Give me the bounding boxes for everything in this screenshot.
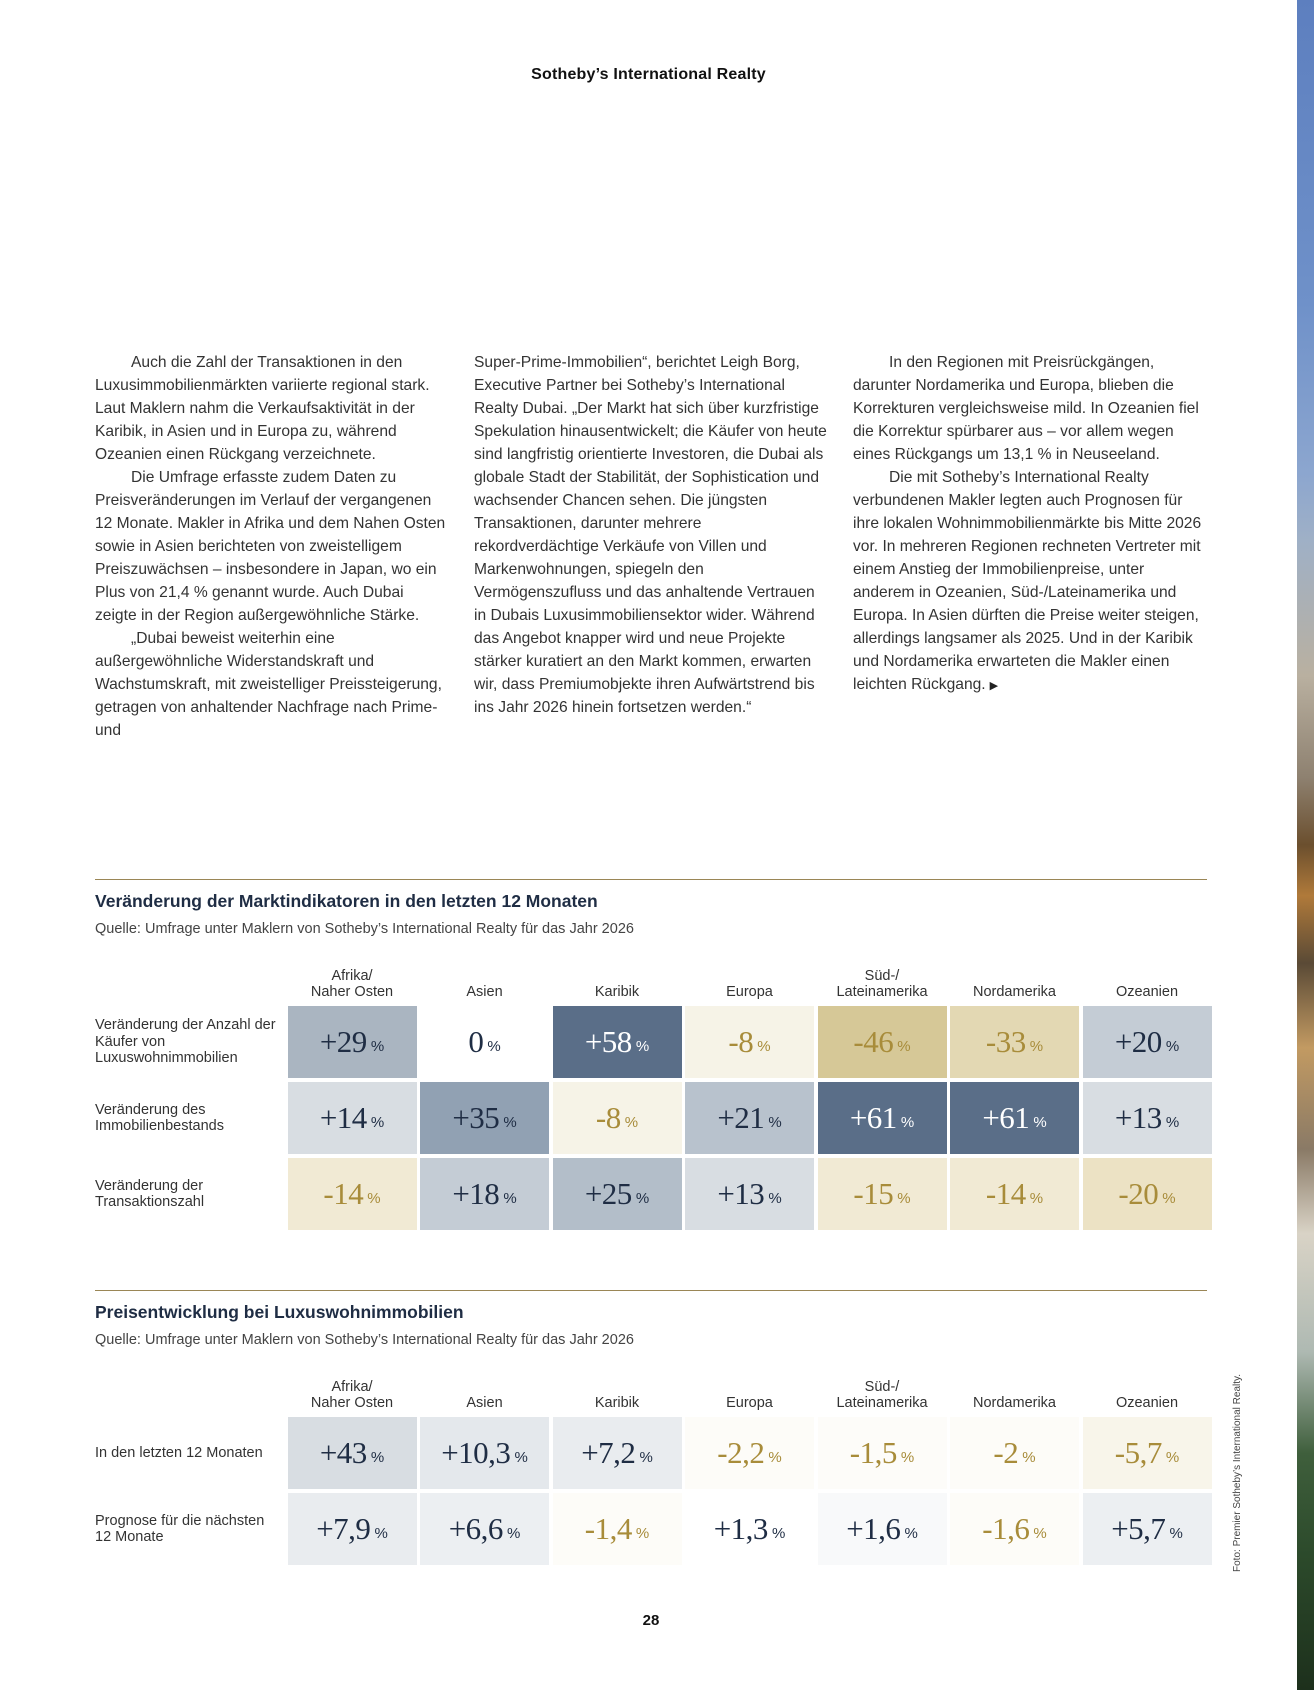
value-cell bbox=[420, 1158, 549, 1230]
value-cell bbox=[950, 1082, 1079, 1154]
percent-sign: % bbox=[1165, 1037, 1180, 1055]
row-label: In den letzten 12 Monaten bbox=[95, 1444, 263, 1461]
value-number: +5,7 bbox=[1111, 1511, 1166, 1546]
row-label: Veränderung der Anzahl der Käufer von Luxuswohnimmobilien bbox=[95, 1017, 276, 1067]
value-cell bbox=[685, 1417, 814, 1489]
value-number: 0 bbox=[468, 1024, 484, 1059]
section-title: Preisentwicklung bei Luxuswohnimmobilien bbox=[95, 1302, 464, 1322]
percent-sign: % bbox=[768, 1113, 782, 1131]
percent-sign: % bbox=[487, 1037, 501, 1055]
paragraph bbox=[853, 466, 1207, 698]
article-columns bbox=[95, 351, 1207, 742]
value-number: +13 bbox=[717, 1176, 765, 1211]
percent-sign: % bbox=[635, 1189, 650, 1207]
value-number: +43 bbox=[319, 1435, 367, 1470]
value-cell bbox=[288, 1082, 417, 1154]
value-cell bbox=[685, 1493, 814, 1565]
percent-sign: % bbox=[768, 1448, 782, 1466]
value-number: +1,3 bbox=[713, 1511, 768, 1546]
value-cell bbox=[553, 1006, 682, 1078]
column-header: Karibik bbox=[594, 984, 640, 1000]
percent-sign: % bbox=[1033, 1524, 1047, 1542]
percent-sign: % bbox=[897, 1037, 911, 1055]
price-development-section bbox=[95, 1290, 1207, 1546]
value-number: -14 bbox=[323, 1176, 364, 1211]
column-header: Asien bbox=[466, 984, 503, 1000]
percent-sign: % bbox=[370, 1448, 385, 1466]
value-number: +35 bbox=[452, 1100, 500, 1135]
percent-sign: % bbox=[514, 1448, 528, 1466]
value-cell bbox=[818, 1082, 947, 1154]
percent-sign: % bbox=[367, 1189, 381, 1207]
column-header: Ozeanien bbox=[1115, 984, 1179, 1000]
value-number: +21 bbox=[717, 1100, 765, 1135]
value-number: +20 bbox=[1114, 1024, 1162, 1059]
percent-sign: % bbox=[1033, 1113, 1047, 1131]
row-label: Prognose für die nächsten 12 Monate bbox=[95, 1512, 265, 1545]
table-corner bbox=[95, 1375, 284, 1413]
value-number: +29 bbox=[319, 1024, 367, 1059]
percent-sign: % bbox=[370, 1037, 385, 1055]
value-number: -2 bbox=[993, 1435, 1019, 1470]
value-cell bbox=[420, 1082, 549, 1154]
column-header: Afrika/ Naher Osten bbox=[310, 968, 394, 1000]
value-cell bbox=[288, 1493, 417, 1565]
value-cell bbox=[685, 1006, 814, 1078]
value-cell bbox=[553, 1493, 682, 1565]
value-number: +7,9 bbox=[316, 1511, 371, 1546]
value-cell bbox=[420, 1006, 549, 1078]
value-number: +14 bbox=[319, 1100, 367, 1135]
article-column-1 bbox=[95, 351, 449, 742]
value-cell bbox=[1083, 1493, 1212, 1565]
article-column-3 bbox=[853, 351, 1207, 742]
percent-sign: % bbox=[1165, 1448, 1180, 1466]
value-number: +1,6 bbox=[846, 1511, 901, 1546]
paragraph: In den Regionen mit Preisrückgängen, darunter Nordamerika und Europa, blieben die Korrekturen vergleichsweise mild. In Ozeanien fiel die Korrektur spürbarer aus – vor allem wegen eines Rückgangs um 13,1 % in Neuseeland. bbox=[853, 354, 1199, 463]
value-cell bbox=[950, 1006, 1079, 1078]
percent-sign: % bbox=[503, 1189, 517, 1207]
percent-sign: % bbox=[768, 1189, 782, 1207]
value-number: -15 bbox=[853, 1176, 894, 1211]
value-cell bbox=[1083, 1006, 1212, 1078]
value-number: -14 bbox=[985, 1176, 1026, 1211]
percent-sign: % bbox=[900, 1113, 915, 1131]
value-cell bbox=[818, 1158, 947, 1230]
value-cell bbox=[288, 1417, 417, 1489]
side-photo-strip bbox=[1297, 0, 1314, 1690]
percent-sign: % bbox=[370, 1113, 385, 1131]
value-cell bbox=[1083, 1082, 1212, 1154]
price-development-table bbox=[95, 1375, 1212, 1565]
value-cell bbox=[288, 1006, 417, 1078]
percent-sign: % bbox=[897, 1189, 911, 1207]
column-header: Süd-/ Lateinamerika bbox=[836, 1379, 928, 1411]
column-header: Nordamerika bbox=[973, 984, 1056, 1000]
value-number: -46 bbox=[853, 1024, 894, 1059]
value-number: +18 bbox=[452, 1176, 500, 1211]
table-corner bbox=[95, 964, 284, 1002]
value-number: -8 bbox=[728, 1024, 754, 1059]
value-cell bbox=[685, 1158, 814, 1230]
market-indicators-section bbox=[95, 879, 1207, 1211]
column-header: Karibik bbox=[594, 1395, 640, 1411]
section-divider bbox=[95, 879, 1207, 880]
value-cell bbox=[553, 1158, 682, 1230]
value-number: -1,6 bbox=[982, 1511, 1030, 1546]
value-number: +58 bbox=[584, 1024, 632, 1059]
market-indicators-table bbox=[95, 964, 1212, 1230]
percent-sign: % bbox=[503, 1113, 517, 1131]
percent-sign: % bbox=[1029, 1037, 1044, 1055]
value-cell bbox=[950, 1417, 1079, 1489]
value-number: -20 bbox=[1118, 1176, 1159, 1211]
value-number: -2,2 bbox=[717, 1435, 765, 1470]
value-cell bbox=[818, 1417, 947, 1489]
column-header: Asien bbox=[466, 1395, 503, 1411]
value-cell bbox=[420, 1417, 549, 1489]
value-number: +61 bbox=[982, 1100, 1030, 1135]
section-source: Quelle: Umfrage unter Maklern von Sotheby’s International Realty für das Jahr 2026 bbox=[95, 1332, 634, 1348]
percent-sign: % bbox=[506, 1524, 521, 1542]
value-number: -8 bbox=[595, 1100, 621, 1135]
section-divider bbox=[95, 1290, 1207, 1291]
value-number: +13 bbox=[1114, 1100, 1162, 1135]
value-cell bbox=[818, 1006, 947, 1078]
value-cell bbox=[685, 1082, 814, 1154]
percent-sign: % bbox=[624, 1113, 639, 1131]
section-source: Quelle: Umfrage unter Maklern von Sotheby’s International Realty für das Jahr 2026 bbox=[95, 921, 634, 937]
row-label: Veränderung der Transaktionszahl bbox=[95, 1177, 205, 1210]
value-number: +10,3 bbox=[441, 1435, 511, 1470]
paragraph: Die Umfrage erfasste zudem Daten zu Preisveränderungen im Verlauf der vergangenen 12 Monate. Makler in Afrika und dem Nahen Osten sowie in Asien berichteten von zweistelligem Preiszuwächsen – insbesondere in Japan, wo ein Plus von 21,4 % genannt wurde. Auch Dubai zeigte in der Region außergewöhnliche Stärke. bbox=[95, 469, 446, 624]
column-header: Nordamerika bbox=[973, 1395, 1056, 1411]
value-number: +61 bbox=[849, 1100, 897, 1135]
paragraph-text: Die mit Sotheby’s International Realty verbundenen Makler legten auch Prognosen für ihre lokalen Wohnimmobilienmärkte bis Mitte 2026 vor. In mehreren Regionen rechneten Vertreter mit einem Anstieg der Immobilienpreise, unter anderem in Ozeanien, Süd-/Lateinamerika und Europa. In Asien dürften die Preise weiter steigen, allerdings langsamer als 2025. Und in der Karibik und Nordamerika erwarteten die Makler einen leichten Rückgang. bbox=[853, 469, 1202, 693]
value-cell bbox=[553, 1082, 682, 1154]
photo-credit: Foto: Premier Sotheby’s International Realty. bbox=[1232, 1373, 1243, 1572]
percent-sign: % bbox=[757, 1037, 771, 1055]
percent-sign: % bbox=[900, 1448, 915, 1466]
article-column-2 bbox=[474, 351, 828, 742]
percent-sign: % bbox=[1022, 1448, 1036, 1466]
column-header: Europa bbox=[726, 984, 773, 1000]
percent-sign: % bbox=[1029, 1189, 1044, 1207]
continue-arrow-icon: ▶ bbox=[989, 680, 999, 692]
value-cell bbox=[288, 1158, 417, 1230]
value-number: -5,7 bbox=[1114, 1435, 1162, 1470]
percent-sign: % bbox=[771, 1524, 786, 1542]
paragraph: Super-Prime-Immobilien“, berichtet Leigh Borg, Executive Partner bei Sotheby’s International Realty Dubai. „Der Markt hat sich über kurzfristige Spekulation hinausentwickelt; die Käufer von heute sind langfristig orientierte Investoren, die Dubai als globale Stadt der Stabilität, der Sophistication und wachsender Chancen sehen. Die jüngsten Transaktionen, darunter mehrere rekordverdächtige Verkäufe von Villen und Markenwohnungen, spiegeln den Vermögenszufluss und das anhaltende Vertrauen in Dubais Luxusimmobiliensektor wider. Während das Angebot knapper wird und neue Projekte stärker kuratiert an den Markt kommen, erwarten wir, dass Premiumobjekte ihren Aufwärtstrend bis ins Jahr 2026 hinein fortsetzen werden.“ bbox=[474, 354, 827, 716]
column-header: Ozeanien bbox=[1115, 1395, 1179, 1411]
value-cell bbox=[1083, 1417, 1212, 1489]
value-cell bbox=[950, 1158, 1079, 1230]
percent-sign: % bbox=[639, 1448, 653, 1466]
percent-sign: % bbox=[635, 1037, 650, 1055]
percent-sign: % bbox=[1169, 1524, 1183, 1542]
percent-sign: % bbox=[904, 1524, 918, 1542]
value-cell bbox=[818, 1493, 947, 1565]
column-header: Europa bbox=[726, 1395, 773, 1411]
section-title: Veränderung der Marktindikatoren in den letzten 12 Monaten bbox=[95, 891, 598, 911]
column-header: Süd-/ Lateinamerika bbox=[836, 968, 928, 1000]
brand-header: Sotheby’s International Realty bbox=[531, 66, 766, 83]
row-label: Veränderung des Immobilienbestands bbox=[95, 1101, 224, 1134]
percent-sign: % bbox=[635, 1524, 650, 1542]
value-number: -33 bbox=[985, 1024, 1026, 1059]
percent-sign: % bbox=[1162, 1189, 1176, 1207]
value-cell bbox=[1083, 1158, 1212, 1230]
percent-sign: % bbox=[1165, 1113, 1180, 1131]
value-cell bbox=[420, 1493, 549, 1565]
page-number: 28 bbox=[642, 1612, 660, 1629]
value-number: -1,4 bbox=[584, 1511, 632, 1546]
paragraph: „Dubai beweist weiterhin eine außergewöhnliche Widerstandskraft und Wachstumskraft, mit zweistelliger Preissteigerung, getragen von anhaltender Nachfrage nach Prime- und bbox=[95, 630, 442, 739]
column-header: Afrika/ Naher Osten bbox=[310, 1379, 394, 1411]
value-number: +7,2 bbox=[581, 1435, 636, 1470]
percent-sign: % bbox=[374, 1524, 388, 1542]
value-number: -1,5 bbox=[849, 1435, 897, 1470]
value-cell bbox=[553, 1417, 682, 1489]
value-number: +6,6 bbox=[448, 1511, 503, 1546]
paragraph: Auch die Zahl der Transaktionen in den Luxusimmobilienmärkten variierte regional stark. Laut Maklern nahm die Verkaufsaktivität in der Karibik, in Asien und in Europa zu, während Ozeanien einen Rückgang verzeichnete. bbox=[95, 354, 430, 463]
value-number: +25 bbox=[584, 1176, 632, 1211]
value-cell bbox=[950, 1493, 1079, 1565]
